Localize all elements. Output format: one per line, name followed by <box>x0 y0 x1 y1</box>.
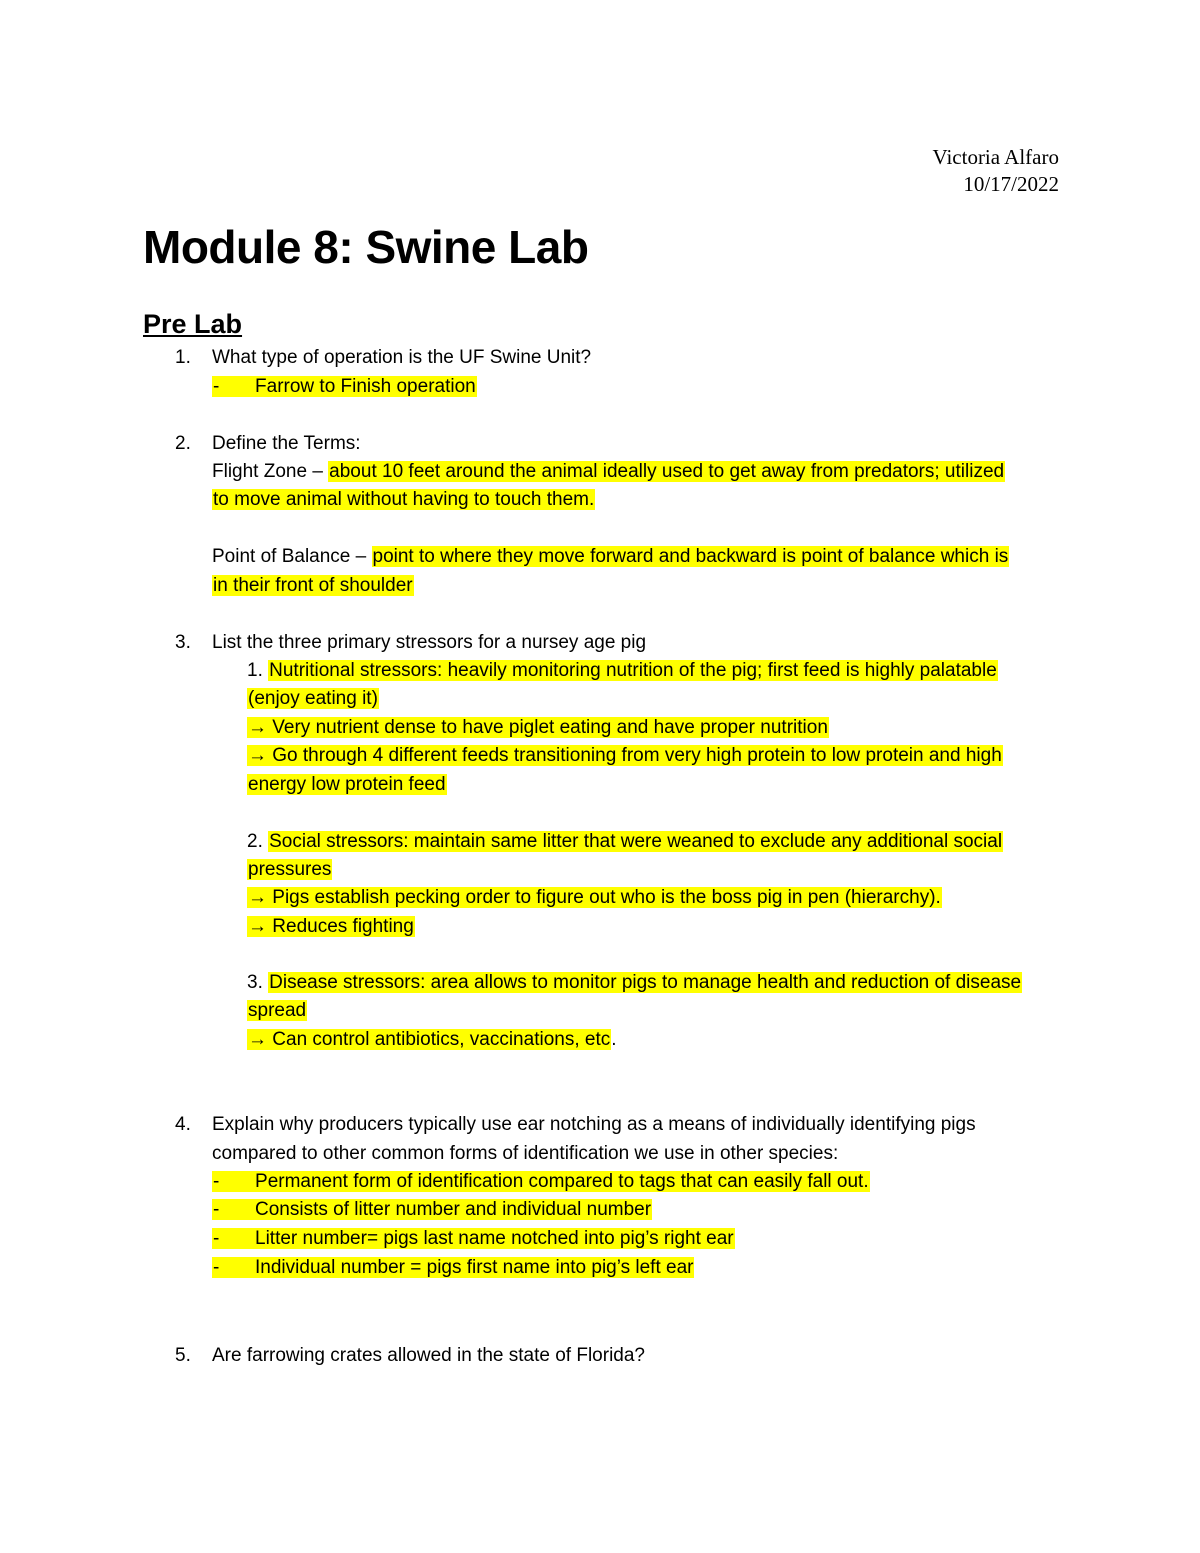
definition-line <box>212 486 595 514</box>
answer-line <box>212 1196 652 1224</box>
author-name: Victoria Alfaro <box>932 145 1059 169</box>
stressor-line <box>247 771 447 799</box>
definition-text: in their front of shoulder <box>213 575 413 596</box>
stressor-text: Disease stressors: area allows to monitor pigs to manage health and reduction of disease <box>269 972 1022 993</box>
section-heading: Pre Lab <box>143 309 243 339</box>
bullet-gap <box>220 376 254 397</box>
bullet-dash: - <box>213 1228 220 1249</box>
term-label: Flight Zone – <box>212 461 329 482</box>
stressor-text: pressures <box>248 859 332 880</box>
definition-text: to move animal without having to touch them. <box>213 489 595 510</box>
stressor-number: 2. <box>247 831 269 852</box>
stressor-number: 3. <box>247 972 269 993</box>
stressor-text: → Go through 4 different feeds transitioning from very high protein to low protein and high <box>248 745 1002 766</box>
term-label: Point of Balance – <box>212 546 372 567</box>
stressor-text: Nutritional stressors: heavily monitoring nutrition of the pig; first feed is highly palatable <box>269 660 997 681</box>
question-number: 2. <box>175 433 191 454</box>
question-number: 4. <box>175 1114 191 1135</box>
stressor-number: 1. <box>247 660 269 681</box>
document-date: 10/17/2022 <box>963 172 1059 196</box>
bullet-gap <box>220 1228 254 1249</box>
answer-line <box>212 1168 870 1196</box>
bullet-dash: - <box>213 1257 220 1278</box>
stressor-line <box>247 685 379 713</box>
stressor-text: (enjoy eating it) <box>248 688 378 709</box>
stressor-line <box>247 1026 617 1054</box>
stressor-text: → Pigs establish pecking order to figure out who is the boss pig in pen (hierarchy). <box>248 887 941 908</box>
definition-line <box>212 572 414 600</box>
bullet-gap <box>220 1199 254 1220</box>
question-text: compared to other common forms of identification we use in other species: <box>212 1143 839 1164</box>
bullet-gap <box>220 1171 254 1192</box>
bullet-dash: - <box>213 1199 220 1220</box>
definition-text: about 10 feet around the animal ideally used to get away from predators; utilized <box>329 461 1005 482</box>
question-text: Define the Terms: <box>212 433 361 454</box>
stressor-line <box>247 856 332 884</box>
answer-text: Litter number= pigs last name notched into pig’s right ear <box>255 1228 734 1249</box>
stressor-line <box>247 714 829 742</box>
definition-text: point to where they move forward and backward is point of balance which is <box>372 546 1009 567</box>
answer-line <box>212 1225 735 1253</box>
answer-line <box>212 1254 694 1282</box>
answer-line <box>212 373 477 401</box>
stressor-line <box>247 969 1022 997</box>
answer-text: Permanent form of identification compared to tags that can easily fall out. <box>255 1171 869 1192</box>
question-text: What type of operation is the UF Swine Unit? <box>212 347 592 368</box>
stressor-text: energy low protein feed <box>248 774 446 795</box>
stressor-text: → Very nutrient dense to have piglet eating and have proper nutrition <box>248 717 828 738</box>
definition-line <box>212 458 1005 486</box>
bullet-gap <box>220 1257 254 1278</box>
question-text: Are farrowing crates allowed in the state of Florida? <box>212 1345 645 1366</box>
stressor-line <box>247 828 1003 856</box>
page-title: Module 8: Swine Lab <box>143 221 589 273</box>
answer-text: Farrow to Finish operation <box>255 376 476 397</box>
stressor-text: → Can control antibiotics, vaccinations, etc <box>248 1029 611 1050</box>
question-number: 3. <box>175 632 191 653</box>
answer-text: Individual number = pigs first name into pig’s left ear <box>255 1257 694 1278</box>
question-number: 1. <box>175 347 191 368</box>
stressor-line <box>247 742 1003 770</box>
line-end-period: . <box>611 1029 617 1050</box>
stressor-line <box>247 657 998 685</box>
bullet-dash: - <box>213 376 220 397</box>
stressor-text: → Reduces fighting <box>248 916 414 937</box>
question-text: List the three primary stressors for a nursey age pig <box>212 632 647 653</box>
stressor-line <box>247 884 942 912</box>
stressor-line <box>247 913 415 941</box>
stressor-line <box>247 997 307 1025</box>
question-text: Explain why producers typically use ear notching as a means of individually identifying pigs <box>212 1114 976 1135</box>
stressor-text: spread <box>248 1000 307 1021</box>
bullet-dash: - <box>213 1171 220 1192</box>
definition-line <box>212 543 1009 571</box>
question-number: 5. <box>175 1345 191 1366</box>
answer-text: Consists of litter number and individual number <box>255 1199 652 1220</box>
stressor-text: Social stressors: maintain same litter that were weaned to exclude any additional social <box>269 831 1003 852</box>
